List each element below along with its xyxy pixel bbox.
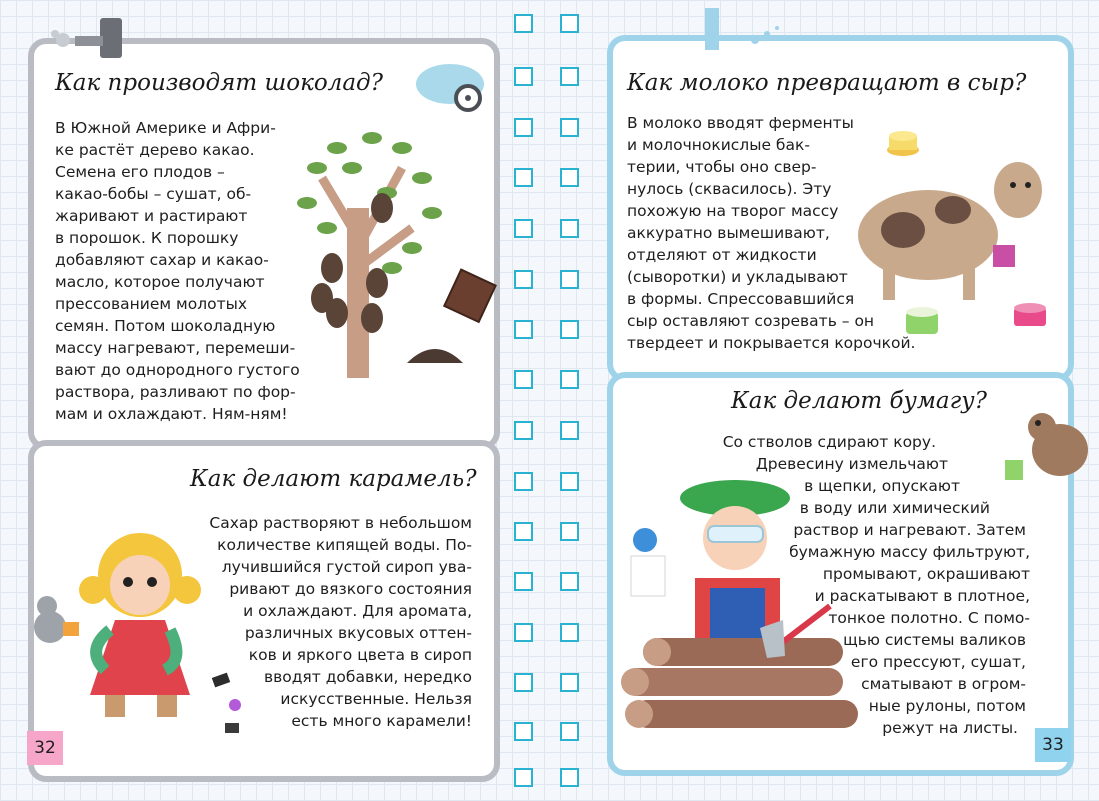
text-line: тонкое полотно. С помо-: [828, 609, 1030, 627]
spiral-checkbox-icon[interactable]: [560, 168, 579, 187]
bird-icon: [623, 520, 673, 600]
water-tap-icon: [45, 10, 145, 58]
text-line: лучившийся густой сироп ува-: [221, 558, 472, 576]
text-line: аккуратно вымешивают,: [627, 224, 830, 242]
text-line: отделяют от жидкости: [627, 246, 817, 264]
spiral-checkbox-icon[interactable]: [514, 67, 533, 86]
spiral-checkbox-icon[interactable]: [560, 67, 579, 86]
text-line: Со стволов сдирают кору.: [722, 433, 936, 451]
text-line: вводят добавки, нередко: [263, 668, 472, 686]
spiral-checkbox-icon[interactable]: [514, 623, 533, 642]
pink-cheese-icon: [1010, 300, 1050, 330]
text-line: ков и яркого цвета в сироп: [248, 646, 472, 664]
text-line: ные рулоны, потом: [868, 697, 1026, 715]
right-page: [595, 0, 1099, 801]
text-line: твердеет и покрывается корочкой.: [627, 334, 916, 352]
text-line: сматывают в огром-: [861, 675, 1026, 693]
spiral-checkbox-icon[interactable]: [514, 768, 533, 787]
spiral-checkbox-icon[interactable]: [560, 14, 579, 33]
text-line: раствор и нагревают. Затем: [793, 521, 1026, 539]
text-line: искусственные. Нельзя: [280, 690, 472, 708]
spiral-checkbox-icon[interactable]: [560, 768, 579, 787]
text-line: семян. Потом шоколадную: [55, 317, 276, 335]
spiral-checkbox-icon[interactable]: [560, 572, 579, 591]
text-line: вают до однородного густого: [55, 361, 300, 379]
text-line: в щепки, опускают: [804, 477, 960, 495]
text-line: раствора, разливают по фор-: [55, 383, 296, 401]
spiral-checkbox-icon[interactable]: [514, 270, 533, 289]
text-line: массу нагревают, перемеши-: [55, 339, 296, 357]
spiral-checkbox-icon[interactable]: [514, 320, 533, 339]
spiral-checkbox-icon[interactable]: [514, 370, 533, 389]
chocolate-text: [55, 117, 300, 425]
candies-icon: [205, 665, 255, 745]
text-line: нулось (сквасилось). Эту: [627, 180, 832, 198]
text-line: в порошок. К порошку: [55, 229, 239, 247]
text-line: прессованием молотых: [55, 295, 248, 313]
text-line: ривают до вязкого состояния: [229, 580, 472, 598]
text-line: щью системы валиков: [843, 631, 1026, 649]
spiral-checkbox-icon[interactable]: [560, 673, 579, 692]
spiral-checkbox-icon[interactable]: [560, 722, 579, 741]
mouse-icon: [25, 592, 85, 647]
spiral-checkbox-icon[interactable]: [514, 421, 533, 440]
spiral-checkbox-icon[interactable]: [514, 14, 533, 33]
text-line: мам и охлаждают. Ням-ням!: [55, 405, 288, 423]
text-line: и молочнокислые бак-: [627, 136, 810, 154]
spiral-checkbox-icon[interactable]: [514, 118, 533, 137]
spiral-checkbox-icon[interactable]: [560, 370, 579, 389]
girl-with-candy-icon: [65, 520, 215, 730]
spiral-checkbox-icon[interactable]: [514, 472, 533, 491]
water-tap-icon: [685, 0, 795, 55]
text-line: жаривают и растирают: [55, 207, 248, 225]
text-line: ке растёт дерево какао.: [55, 141, 255, 159]
text-line: и охлаждают. Для аромата,: [243, 602, 472, 620]
text-line: в воду или химический: [799, 499, 990, 517]
text-line: сыр оставляют созревать – он: [627, 312, 875, 330]
text-line: бумажную массу фильтруют,: [789, 543, 1030, 561]
chocolate-title: Как производят шоколад?: [55, 70, 383, 96]
text-line: в формы. Спрессовавшийся: [627, 290, 855, 308]
text-line: масло, которое получают: [55, 273, 265, 291]
text-line: режут на листы.: [882, 719, 1018, 737]
cheese-title: Как молоко превращают в сыр?: [627, 70, 1027, 96]
spiral-checkbox-icon[interactable]: [560, 270, 579, 289]
text-line: похожую на творог массу: [627, 202, 839, 220]
bucket-cart-icon: [412, 60, 492, 115]
text-line: добавляют сахар и какао-: [55, 251, 269, 269]
text-line: промывают, окрашивают: [822, 565, 1030, 583]
text-line: его прессуют, сушат,: [850, 653, 1026, 671]
text-line: количестве кипящей воды. По-: [217, 536, 472, 554]
spiral-checkbox-icon[interactable]: [514, 219, 533, 238]
paper-title: Как делают бумагу?: [731, 388, 987, 414]
text-line: В Южной Америке и Афри-: [55, 119, 276, 137]
spiral-checkbox-icon[interactable]: [514, 522, 533, 541]
page-number-32: 32: [27, 731, 63, 765]
spiral-checkbox-icon[interactable]: [560, 118, 579, 137]
text-line: терии, чтобы оно свер-: [627, 158, 817, 176]
spiral-checkbox-icon[interactable]: [514, 572, 533, 591]
text-line: (сыворотки) и укладывают: [627, 268, 848, 286]
spiral-checkbox-icon[interactable]: [560, 219, 579, 238]
spiral-checkbox-icon[interactable]: [514, 673, 533, 692]
cow-icon: [843, 150, 1058, 310]
spiral-checkbox-icon[interactable]: [560, 472, 579, 491]
text-line: и раскатывают в плотное,: [814, 587, 1030, 605]
spiral-checkbox-icon[interactable]: [514, 168, 533, 187]
text-line: В молоко вводят ферменты: [627, 114, 854, 132]
chocolate-bar-icon: [440, 268, 500, 328]
text-line: Древесину измельчают: [755, 455, 948, 473]
beaver-icon: [1000, 405, 1095, 490]
axe-icon: [755, 598, 835, 668]
text-line: Сахар растворяют в небольшом: [209, 514, 472, 532]
milk-bucket-icon: [900, 302, 945, 337]
text-line: Семена его плодов –: [55, 163, 225, 181]
spiral-checkbox-icon[interactable]: [560, 421, 579, 440]
spiral-checkbox-icon[interactable]: [560, 320, 579, 339]
spiral-checkbox-icon[interactable]: [560, 522, 579, 541]
text-line: есть много карамели!: [291, 712, 472, 730]
caramel-title: Как делают карамель?: [190, 466, 477, 492]
spiral-checkbox-icon[interactable]: [514, 722, 533, 741]
text-line: различных вкусовых оттен-: [244, 624, 472, 642]
left-page: [0, 0, 505, 801]
text-line: какао-бобы – сушат, об-: [55, 185, 252, 203]
spiral-checkbox-icon[interactable]: [560, 623, 579, 642]
cocoa-powder-icon: [405, 335, 465, 365]
page-number-33: 33: [1035, 728, 1071, 762]
